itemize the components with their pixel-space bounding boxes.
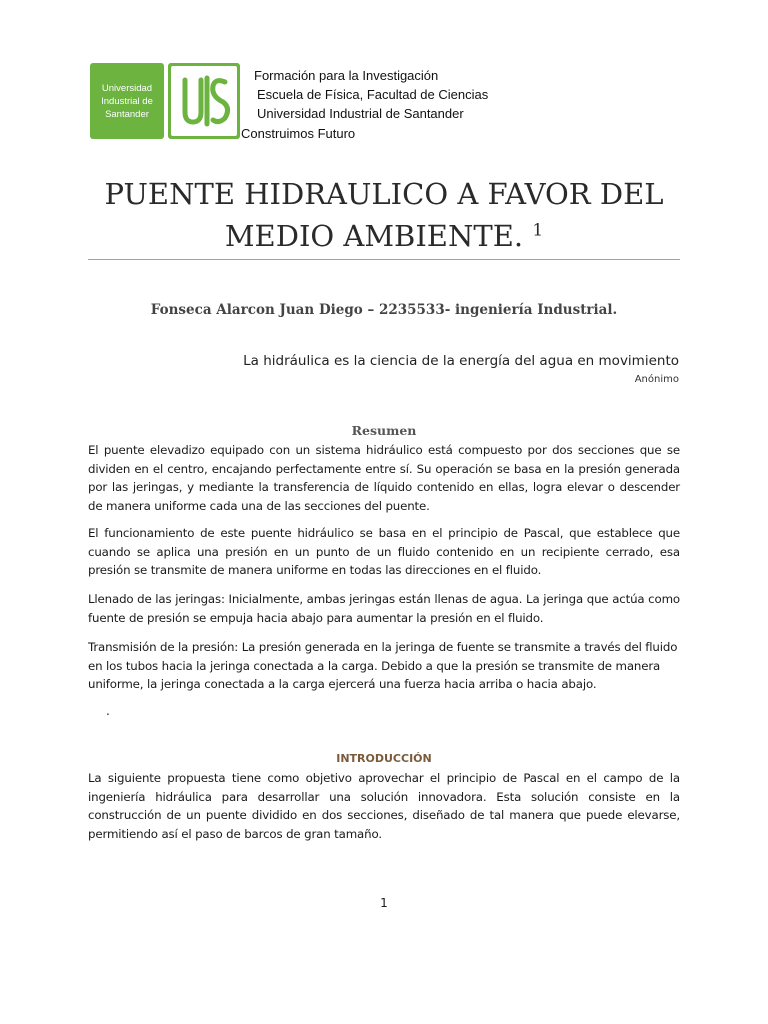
- title-footnote-mark: 1: [532, 220, 544, 241]
- uis-monogram-icon: [171, 66, 237, 136]
- university-logo-text-box: [90, 63, 164, 139]
- header-line-formacion: Formación para la Investigación: [254, 68, 439, 83]
- document-title: [88, 173, 680, 257]
- title-divider: [88, 259, 680, 260]
- header-line-lema: Construimos Futuro: [241, 126, 356, 141]
- title-line-2-wrap: [88, 215, 680, 257]
- epigraph-attribution: Anónimo: [634, 374, 679, 385]
- introduccion-paragraph: La siguiente propuesta tiene como objetivo aprovechar el principio de Pascal en el campo de la ingeniería hidráulica para desarrollar una solución innovadora. Esta solución consiste en la construcción de un puente dividido en dos secciones, diseñado de tal manera que puede elevarse, permitiendo así el paso de barcos de gran tamaño.: [88, 771, 680, 841]
- author-line: Fonseca Alarcon Juan Diego – 2235533- ingeniería Industrial.: [150, 302, 618, 318]
- title-line-1: PUENTE HIDRAULICO A FAVOR DEL: [104, 177, 664, 211]
- resumen-paragraph-3: Llenado de las jeringas: Inicialmente, ambas jeringas están llenas de agua. La jeringa que actúa como fuente de presión se empuja hacia abajo para aumentar la presión en el fluido.: [88, 592, 680, 625]
- resumen-paragraph-2: El funcionamiento de este puente hidráulico se basa en el principio de Pascal, que establece que cuando se aplica una presión en un punto de un fluido contenido en un recipiente cerrado, esa presión se transmite de manera uniforme en todas las direcciones en el fluido.: [88, 526, 680, 577]
- logo-line-2: Industrial de: [101, 95, 153, 107]
- introduccion-heading: INTRODUCCIÓN: [336, 752, 432, 765]
- page-number: 1: [380, 896, 388, 910]
- resumen-heading: Resumen: [351, 423, 417, 438]
- stray-dot: .: [106, 704, 110, 718]
- header-line-escuela: Escuela de Física, Facultad de Ciencias: [257, 87, 489, 102]
- resumen-paragraph-1: El puente elevadizo equipado con un sistema hidráulico está compuesto por dos secciones que se dividen en el centro, encajando perfectamente entre sí. Su operación se basa en la presión generada por las jeringas, y mediante la transferencia de líquido contenido en ellas, logra elevar o descender de manera uniforme cada una de las secciones del puente.: [88, 443, 680, 513]
- logo-line-3: Santander: [105, 108, 149, 120]
- header-line-universidad: Universidad Industrial de Santander: [257, 106, 464, 121]
- epigraph-quote: La hidráulica es la ciencia de la energía del agua en movimiento: [243, 353, 679, 369]
- uis-emblem-icon: [168, 63, 240, 139]
- logo-line-1: Universidad: [101, 82, 153, 94]
- resumen-paragraph-4: Transmisión de la presión: La presión generada en la jeringa de fuente se transmite a través del fluido en los tubos hacia la jeringa conectada a la carga. Debido a que la presión se transmite de manera uniforme, la jeringa conectada a la carga ejercerá una fuerza hacia arriba o hacia abajo.: [88, 640, 678, 691]
- title-line-2: MEDIO AMBIENTE.: [224, 219, 524, 253]
